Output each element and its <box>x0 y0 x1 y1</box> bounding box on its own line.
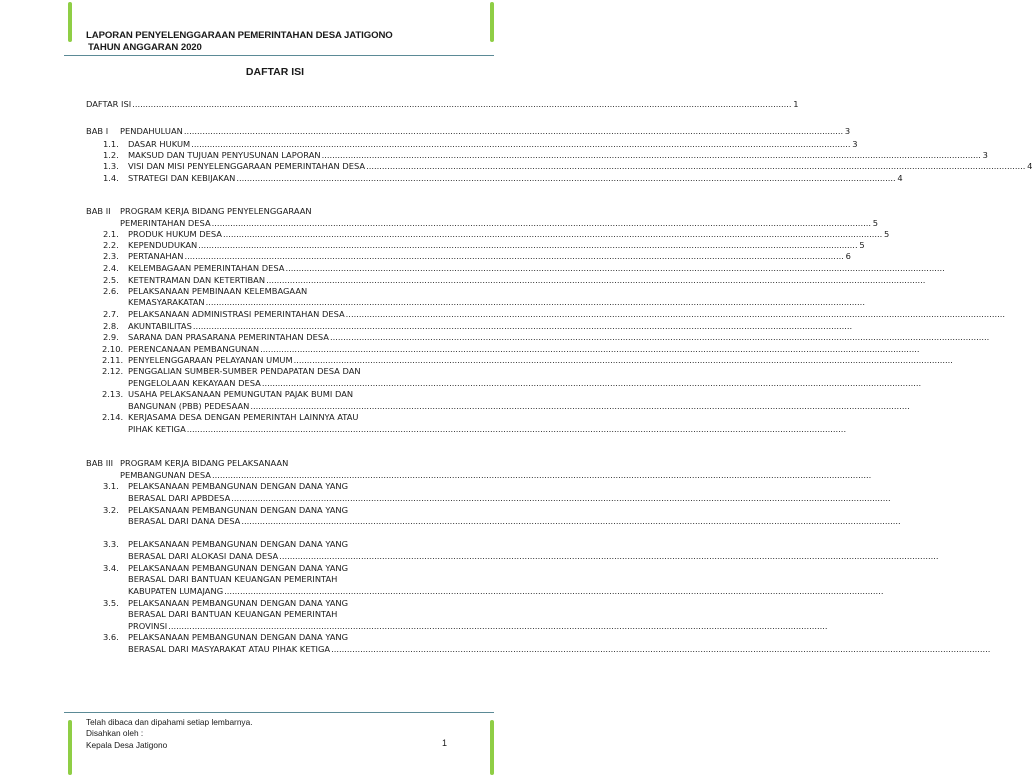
toc-entry[interactable] <box>128 411 428 423</box>
toc-entry-label: PROGRAM KERJA BIDANG PENYELENGGARAAN <box>120 206 312 216</box>
toc-leader-dots: .......................................................................................................................................................................................................................................................... <box>186 424 847 434</box>
toc-leader-dots: .......................................................................................................................................................................................................................................................... <box>331 644 991 654</box>
footer-signatory: Kepala Desa Jatigono <box>86 740 168 750</box>
right-green-bar-top <box>490 2 494 42</box>
toc-entry-label: DASAR HUKUM <box>128 139 191 149</box>
toc-leader-dots: .......................................................................................................................................................................................................................................................... <box>321 150 981 160</box>
toc-entry-number: 1.4. <box>103 173 119 183</box>
toc-entry-label: PROVINSI <box>128 621 168 631</box>
toc-entry-label: KELEMBAGAAN PEMERINTAHAN DESA <box>128 263 285 273</box>
footer-page-number: 1 <box>442 738 448 748</box>
toc-entry-label: PELAKSANAAN PEMBANGUNAN DENGAN DANA YANG <box>128 632 349 642</box>
left-green-bar-top <box>68 2 72 42</box>
toc-entry[interactable] <box>128 515 901 527</box>
toc-entry-label: BANGUNAN (PBB) PEDESAAN <box>128 401 250 411</box>
toc-entry-number: 2.3. <box>103 251 119 261</box>
header-line-2: TAHUN ANGGARAN 2020 <box>88 42 202 53</box>
toc-entry-number: 3.4. <box>103 563 119 573</box>
toc-entry[interactable] <box>128 172 903 184</box>
toc-entry-label: PERTANAHAN <box>128 251 184 261</box>
toc-page-number: 3 <box>982 150 988 160</box>
toc-entry-label: PELAKSANAAN PEMBANGUNAN DENGAN DANA YANG <box>128 481 349 491</box>
header-line-1: LAPORAN PENYELENGGARAAN PEMERINTAHAN DESA JATIGONO <box>86 30 393 41</box>
toc-entry[interactable] <box>120 205 420 217</box>
toc-entry-number: BAB I <box>86 126 109 136</box>
toc-entry[interactable] <box>128 573 428 585</box>
toc-entry[interactable] <box>128 585 884 597</box>
toc-entry-label: BERASAL DARI APBDESA <box>128 493 231 503</box>
toc-entry-number: 3.2. <box>103 505 119 515</box>
toc-entry-number: 2.9. <box>103 332 119 342</box>
toc-page-number: 6 <box>845 251 851 261</box>
toc-entry[interactable] <box>128 365 428 377</box>
toc-leader-dots: .......................................................................................................................................................................................................................................................... <box>132 99 792 109</box>
toc-entry-label: DAFTAR ISI <box>86 99 132 109</box>
toc-entry[interactable] <box>128 388 428 400</box>
left-green-bar-bottom <box>68 720 72 775</box>
toc-leader-dots: .......................................................................................................................................................................................................................................................... <box>279 551 939 561</box>
toc-entry-number: 2.7. <box>103 309 119 319</box>
toc-entry-number: 1.1. <box>103 139 119 149</box>
toc-page-number: 1 <box>793 99 799 109</box>
toc-page-number: 4 <box>1027 161 1032 171</box>
toc-entry-label: KERJASAMA DESA DENGAN PEMERINTAH LAINNYA ATAU <box>128 412 359 422</box>
toc-entry-number: 2.2. <box>103 240 119 250</box>
toc-entry-label: PRODUK HUKUM DESA <box>128 229 222 239</box>
toc-leader-dots: .......................................................................................................................................................................................................................................................... <box>345 309 1006 319</box>
toc-entry-label: BERASAL DARI BANTUAN KEUANGAN PEMERINTAH <box>128 609 338 619</box>
toc-entry-label: PENYELENGGARAAN PELAYANAN UMUM <box>128 355 293 365</box>
toc-leader-dots: .......................................................................................................................................................................................................................................................... <box>183 126 844 136</box>
toc-entry-number: 2.11. <box>102 355 124 365</box>
toc-entry[interactable] <box>128 296 865 308</box>
toc-leader-dots: .......................................................................................................................................................................................................................................................... <box>260 344 920 354</box>
toc-leader-dots: .......................................................................................................................................................................................................................................................... <box>211 218 871 228</box>
toc-entry-label: MAKSUD DAN TUJUAN PENYUSUNAN LAPORAN <box>128 150 321 160</box>
toc-leader-dots: .......................................................................................................................................................................................................................................................... <box>231 493 891 503</box>
toc-page-number: 3 <box>844 126 851 136</box>
toc-entry-number: 2.14. <box>102 412 124 422</box>
toc-entry-number: 3.3. <box>103 539 119 549</box>
toc-entry-number: 2.10. <box>102 344 124 354</box>
toc-entry-label: PENGELOLAAN KEKAYAAN DESA <box>128 378 261 388</box>
toc-entry-label: KABUPATEN LUMAJANG <box>128 586 224 596</box>
toc-leader-dots: .......................................................................................................................................................................................................................................................... <box>329 332 990 342</box>
toc-entry[interactable] <box>128 608 428 620</box>
toc-entry[interactable] <box>128 308 1006 320</box>
toc-entry[interactable] <box>128 550 939 562</box>
toc-leader-dots: .......................................................................................................................................................................................................................................................... <box>293 355 953 365</box>
toc-entry-label: PELAKSANAAN PEMBANGUNAN DENGAN DANA YANG <box>128 598 349 608</box>
toc-entry[interactable] <box>128 643 991 655</box>
toc-entry-label: BERASAL DARI MASYARAKAT ATAU PIHAK KETIGA <box>128 644 331 654</box>
toc-entry-number: 2.12. <box>102 366 124 376</box>
toc-entry[interactable] <box>128 423 847 435</box>
toc-entry-number: 1.2. <box>103 150 119 160</box>
toc-entry-number: 3.1. <box>103 481 119 491</box>
toc-entry-number: 3.5. <box>103 598 119 608</box>
toc-leader-dots: .......................................................................................................................................................................................................................................................... <box>241 516 901 526</box>
toc-entry-label: PERENCANAAN PEMBANGUNAN <box>128 344 260 354</box>
toc-entry-label: BERASAL DARI BANTUAN KEUANGAN PEMERINTAH <box>128 574 338 584</box>
toc-entry-number: BAB III <box>86 458 114 468</box>
toc-leader-dots: .......................................................................................................................................................................................................................................................... <box>211 470 872 480</box>
toc-page-number: 5 <box>859 240 865 250</box>
toc-leader-dots: .......................................................................................................................................................................................................................................................... <box>285 263 945 273</box>
toc-entry-label: PELAKSANAAN PEMBANGUNAN DENGAN DANA YANG <box>128 563 349 573</box>
page-title: DAFTAR ISI <box>245 66 305 78</box>
footer-approved-by: Disahkan oleh : <box>86 728 144 738</box>
toc-entry[interactable] <box>128 538 428 550</box>
toc-page-number: 5 <box>884 229 890 239</box>
toc-leader-dots: .......................................................................................................................................................................................................................................................... <box>266 275 926 285</box>
toc-entry[interactable] <box>86 98 799 110</box>
toc-leader-dots: .......................................................................................................................................................................................................................................................... <box>191 139 851 149</box>
toc-entry-number: 2.5. <box>103 275 119 285</box>
toc-entry[interactable] <box>128 492 891 504</box>
toc-entry-label: VISI DAN MISI PENYELENGGARAAN PEMERINTAHAN DESA <box>128 161 366 171</box>
toc-leader-dots: .......................................................................................................................................................................................................................................................... <box>205 297 865 307</box>
toc-entry-label: PENDAHULUAN <box>120 126 183 136</box>
toc-entry[interactable] <box>120 125 851 137</box>
right-green-bar-bottom <box>490 720 494 775</box>
toc-page-number: 3 <box>852 139 858 149</box>
toc-entry-label: PELAKSANAAN PEMBANGUNAN DENGAN DANA YANG <box>128 505 349 515</box>
toc-entry-number: BAB II <box>86 206 111 216</box>
toc-entry-label: PIHAK KETIGA <box>128 424 186 434</box>
toc-entry-number: 2.1. <box>103 229 119 239</box>
toc-entry-number: 2.8. <box>103 321 119 331</box>
toc-leader-dots: .......................................................................................................................................................................................................................................................... <box>261 378 922 388</box>
toc-entry-label: KETENTRAMAN DAN KETERTIBAN <box>128 275 266 285</box>
toc-entry-label: PROGRAM KERJA BIDANG PELAKSANAAN <box>120 458 289 468</box>
toc-leader-dots: .......................................................................................................................................................................................................................................................... <box>250 401 910 411</box>
toc-entry-label: BERASAL DARI DANA DESA <box>128 516 241 526</box>
toc-leader-dots: .......................................................................................................................................................................................................................................................... <box>184 251 844 261</box>
toc-entry-label: SARANA DAN PRASARANA PEMERINTAHAN DESA <box>128 332 329 342</box>
toc-entry[interactable] <box>128 631 428 643</box>
toc-entry[interactable] <box>128 480 428 492</box>
toc-entry-number: 1.3. <box>103 161 119 171</box>
header-divider <box>64 55 494 56</box>
toc-leader-dots: .......................................................................................................................................................................................................................................................... <box>236 173 896 183</box>
toc-leader-dots: .......................................................................................................................................................................................................................................................... <box>192 321 853 331</box>
toc-entry-label: PEMBANGUNAN DESA <box>120 470 211 480</box>
toc-entry-label: STRATEGI DAN KEBIJAKAN <box>128 173 236 183</box>
toc-entry-label: PELAKSANAAN PEMBINAAN KELEMBAGAAN <box>128 286 308 296</box>
toc-entry-label: BERASAL DARI ALOKASI DANA DESA <box>128 551 279 561</box>
toc-leader-dots: .......................................................................................................................................................................................................................................................... <box>224 586 884 596</box>
toc-entry-number: 2.4. <box>103 263 119 273</box>
toc-entry-number: 3.6. <box>103 632 119 642</box>
toc-entry-label: USAHA PELAKSANAAN PEMUNGUTAN PAJAK BUMI DAN <box>128 389 354 399</box>
toc-page-number: 5 <box>872 218 878 228</box>
toc-entry-label: PEMERINTAHAN DESA <box>120 218 211 228</box>
toc-entry-label: PENGGALIAN SUMBER-SUMBER PENDAPATAN DESA DAN <box>128 366 361 376</box>
toc-leader-dots: .......................................................................................................................................................................................................................................................... <box>168 621 828 631</box>
toc-entry[interactable] <box>128 160 1032 172</box>
toc-entry[interactable] <box>128 262 945 274</box>
footer-divider <box>64 712 494 713</box>
toc-entry[interactable] <box>128 331 990 343</box>
toc-entry-label: PELAKSANAAN ADMINISTRASI PEMERINTAHAN DESA <box>128 309 345 319</box>
toc-page-number: 4 <box>897 173 903 183</box>
toc-entry-number: 2.6. <box>103 286 119 296</box>
toc-entry-label: PELAKSANAAN PEMBANGUNAN DENGAN DANA YANG <box>128 539 349 549</box>
toc-entry-label: KEMASYARAKATAN <box>128 297 205 307</box>
toc-entry-label: AKUNTABILITAS <box>128 321 192 331</box>
toc-leader-dots: .......................................................................................................................................................................................................................................................... <box>366 161 1026 171</box>
toc-entry-label: KEPENDUDUKAN <box>128 240 198 250</box>
toc-leader-dots: .......................................................................................................................................................................................................................................................... <box>198 240 858 250</box>
toc-leader-dots: .......................................................................................................................................................................................................................................................... <box>222 229 883 239</box>
toc-entry[interactable] <box>128 250 851 262</box>
toc-entry[interactable] <box>120 457 420 469</box>
toc-entry-number: 2.13. <box>102 389 124 399</box>
footer-read-note: Telah dibaca dan dipahami setiap lembarnya. <box>86 717 253 727</box>
